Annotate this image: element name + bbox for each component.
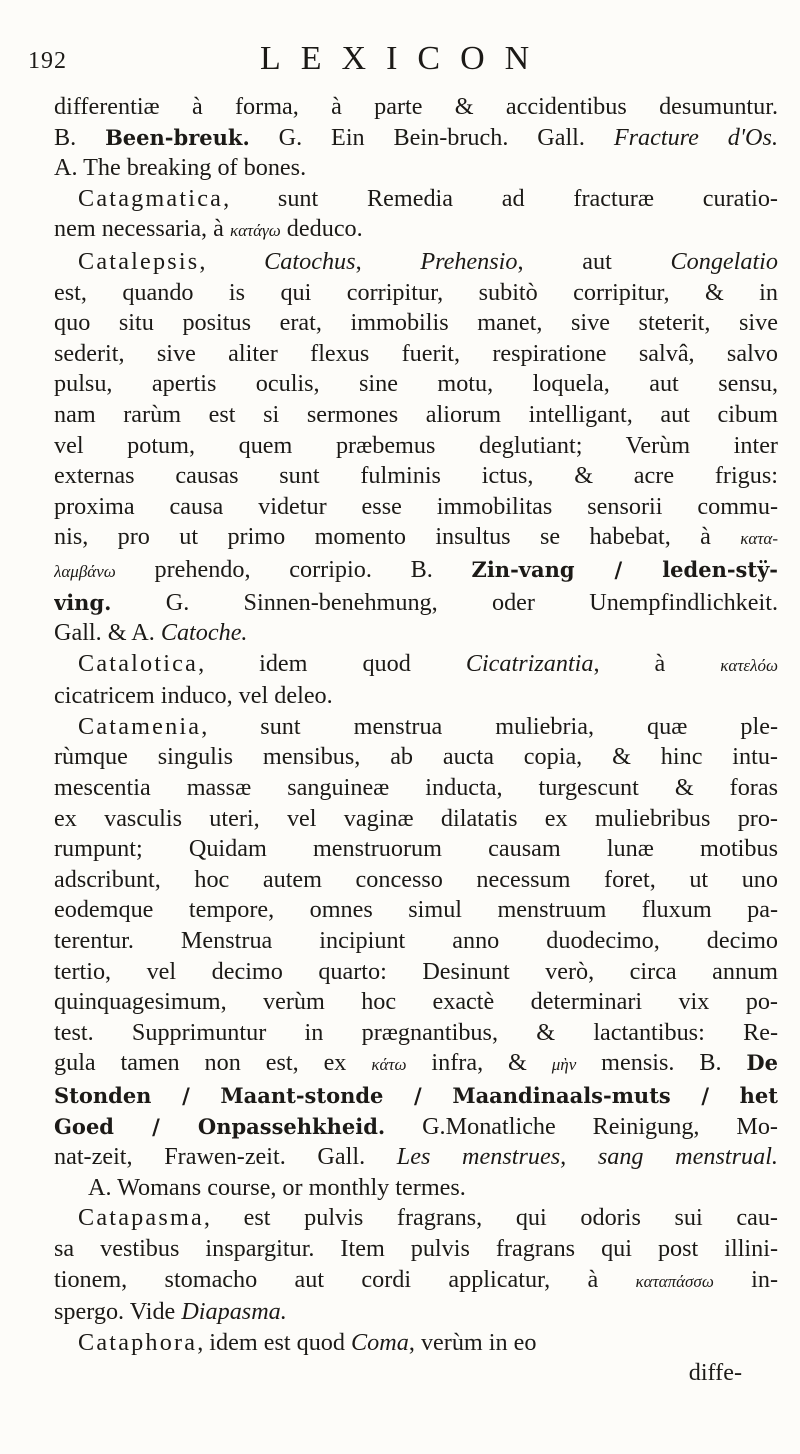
text-segment: terentur. Menstrua incipiunt anno duodecimo, decimo — [54, 927, 778, 955]
text-line — [54, 804, 778, 835]
text-segment: mensis. B. — [576, 1049, 747, 1077]
text-line — [54, 184, 778, 215]
text-line — [54, 588, 778, 619]
text-segment: Catochus — [264, 247, 356, 275]
text-segment: spergo. Vide — [54, 1298, 182, 1326]
text-line — [54, 400, 778, 431]
text-segment: G.Monatliche Reinigung, Mo- — [385, 1112, 778, 1140]
text-line — [54, 895, 778, 926]
page-number: 192 — [28, 48, 67, 74]
greek-etymon: μὴν — [551, 1055, 577, 1075]
text-line — [54, 1328, 778, 1359]
text-segment: cicatricem induco, vel deleo. — [54, 682, 333, 710]
text-line — [54, 742, 778, 773]
text-segment: A. The breaking of bones. — [54, 154, 307, 182]
blackletter-term: Zin-vang / leden-stÿ- — [471, 556, 778, 582]
greek-etymon: κάτω — [371, 1055, 407, 1075]
text-line — [54, 339, 778, 370]
dictionary-text — [54, 92, 778, 1388]
text-segment: test. Supprimuntur in prægnantibus, & lactantibus: Re- — [54, 1018, 778, 1046]
text-segment: deduco. — [280, 215, 363, 243]
catchword-line — [54, 1358, 778, 1388]
text-line — [54, 214, 778, 247]
text-segment: infra, & — [406, 1049, 552, 1077]
text-segment: , verùm in eo — [408, 1328, 537, 1356]
text-line — [54, 865, 778, 896]
text-segment: Congelatio — [670, 247, 778, 275]
text-line — [54, 123, 778, 154]
text-segment: est, quando is qui corripitur, subitò corripitur, & in — [54, 278, 778, 306]
blackletter-term: De — [746, 1050, 778, 1076]
entry-headword: Catalepsis — [78, 247, 200, 275]
text-line — [54, 308, 778, 339]
text-line — [54, 369, 778, 400]
text-segment: , sunt Remedia ad fracturæ curatio- — [223, 184, 778, 212]
text-segment: prehendo, corripio. B. — [115, 555, 472, 583]
text-segment: G. Sinnen-benehmung, oder Unempfindlichkeit. — [111, 588, 778, 616]
entry-headword: Catamenia — [78, 712, 202, 740]
blackletter-term: Stonden / Maant-stonde / Maandinaals-muts / het — [54, 1083, 778, 1108]
greek-etymon: λαμβάνω — [54, 561, 116, 581]
text-line — [54, 773, 778, 804]
text-segment: Les menstrues, sang menstrual. — [396, 1143, 778, 1171]
text-line — [54, 618, 778, 649]
text-segment: vel potum, quem præbemus deglutiant; Verùm inter — [54, 431, 778, 459]
text-segment: Catoche. — [160, 619, 248, 647]
page-header — [0, 40, 800, 90]
text-line — [54, 522, 778, 555]
greek-etymon: κατα- — [740, 529, 778, 549]
text-line — [54, 1081, 778, 1112]
text-segment: , — [199, 247, 265, 275]
text-segment: , sunt menstrua muliebria, quæ ple- — [201, 712, 778, 740]
text-line — [54, 1297, 778, 1328]
text-segment: G. Ein Bein-bruch. Gall. — [249, 123, 614, 151]
text-line — [54, 987, 778, 1018]
text-segment: , aut — [517, 247, 671, 275]
text-segment: externas causas sunt fulminis ictus, & acre frigus: — [54, 462, 778, 490]
text-line — [54, 247, 778, 278]
text-segment: B. — [54, 123, 106, 151]
text-line — [54, 1203, 778, 1234]
text-segment: A. Womans course, or monthly termes. — [88, 1173, 466, 1201]
text-segment: , — [355, 247, 421, 275]
text-segment: Gall. & A. — [54, 619, 161, 647]
greek-etymon: καταπάσσω — [635, 1271, 714, 1291]
entry-headword: Catalotica — [78, 649, 199, 677]
text-segment: rumpunt; Quidam menstruorum causam lunæ motibus — [54, 835, 778, 863]
text-segment: proxima causa videtur esse immobilitas sensorii commu- — [54, 492, 778, 520]
text-segment: nis, pro ut primo momento insultus se habebat, à — [54, 523, 741, 551]
text-line — [54, 492, 778, 523]
text-segment: rùmque singulis mensibus, ab aucta copia, & hinc intu- — [54, 743, 778, 771]
text-segment: pulsu, apertis oculis, sine motu, loquela, aut sensu, — [54, 370, 778, 398]
text-line — [54, 681, 778, 712]
text-segment: , à — [593, 649, 721, 677]
text-segment: Fracture d'Os. — [613, 123, 778, 151]
text-line — [54, 92, 778, 123]
text-segment: , est pulvis fragrans, qui odoris sui cau- — [203, 1204, 778, 1232]
text-line — [54, 712, 778, 743]
text-segment: tertio, vel decimo quarto: Desinunt verò, circa annum — [54, 957, 778, 985]
entry-headword: Catapasma — [78, 1204, 204, 1232]
text-segment: gula tamen non est, ex — [54, 1049, 372, 1077]
text-line — [54, 555, 778, 588]
text-segment: , idem quod — [198, 649, 466, 677]
text-line — [54, 649, 778, 682]
text-line — [54, 834, 778, 865]
text-segment: tionem, stomacho aut cordi applicatur, à — [54, 1265, 636, 1293]
greek-etymon: κατελόω — [720, 655, 778, 675]
text-segment: differentiæ à forma, à parte & accidentibus desumuntur. — [54, 93, 778, 120]
text-line — [54, 431, 778, 462]
text-line — [54, 1018, 778, 1049]
text-segment: nam rarùm est si sermones aliorum intelligant, aut cibum — [54, 400, 778, 428]
text-segment: quinquagesimum, verùm hoc exactè determinari vix po- — [54, 988, 778, 1016]
text-segment: Coma — [351, 1328, 409, 1356]
text-segment: in- — [713, 1265, 778, 1293]
text-line — [54, 957, 778, 988]
text-segment: Diapasma. — [181, 1298, 287, 1326]
text-line — [54, 461, 778, 492]
entry-headword: Cataphora — [78, 1328, 198, 1356]
greek-etymon: κατάγω — [229, 221, 281, 241]
text-segment: Cicatrizantia — [465, 649, 594, 677]
text-segment: adscribunt, hoc autem concesso necessum foret, ut uno — [54, 865, 778, 893]
text-line — [54, 1173, 778, 1204]
running-title: LEXICON — [260, 40, 550, 77]
text-line — [54, 1234, 778, 1265]
text-line — [54, 926, 778, 957]
text-segment: sederit, sive aliter flexus fuerit, respiratione salvâ, salvo — [54, 339, 778, 367]
entry-headword: Catagmatica — [78, 184, 224, 212]
text-segment: sa vestibus inspargitur. Item pulvis fragrans qui post illini- — [54, 1234, 778, 1262]
text-line — [54, 1265, 778, 1298]
text-segment: , idem est quod — [197, 1328, 352, 1356]
blackletter-term: Goed / Onpassehkheid. — [54, 1113, 386, 1139]
catchword: diffe- — [688, 1359, 742, 1387]
text-line — [54, 1112, 778, 1143]
blackletter-term: ving. — [54, 589, 112, 615]
text-line — [54, 278, 778, 309]
text-segment: quo situ positus erat, immobilis manet, sive steterit, sive — [54, 309, 778, 337]
text-segment: nat-zeit, Frawen-zeit. Gall. — [54, 1143, 397, 1171]
text-segment: mescentia massæ sanguineæ inducta, turgescunt & foras — [54, 774, 778, 802]
text-segment: Prehensio — [420, 247, 518, 275]
text-line — [54, 153, 778, 184]
text-segment: nem necessaria, à — [54, 215, 230, 243]
text-segment: eodemque tempore, omnes simul menstruum fluxum pa- — [54, 896, 778, 924]
blackletter-term: Been-breuk. — [105, 124, 250, 150]
text-line — [54, 1048, 778, 1081]
text-line — [54, 1142, 778, 1173]
text-segment: ex vasculis uteri, vel vaginæ dilatatis ex muliebribus pro- — [54, 804, 778, 832]
